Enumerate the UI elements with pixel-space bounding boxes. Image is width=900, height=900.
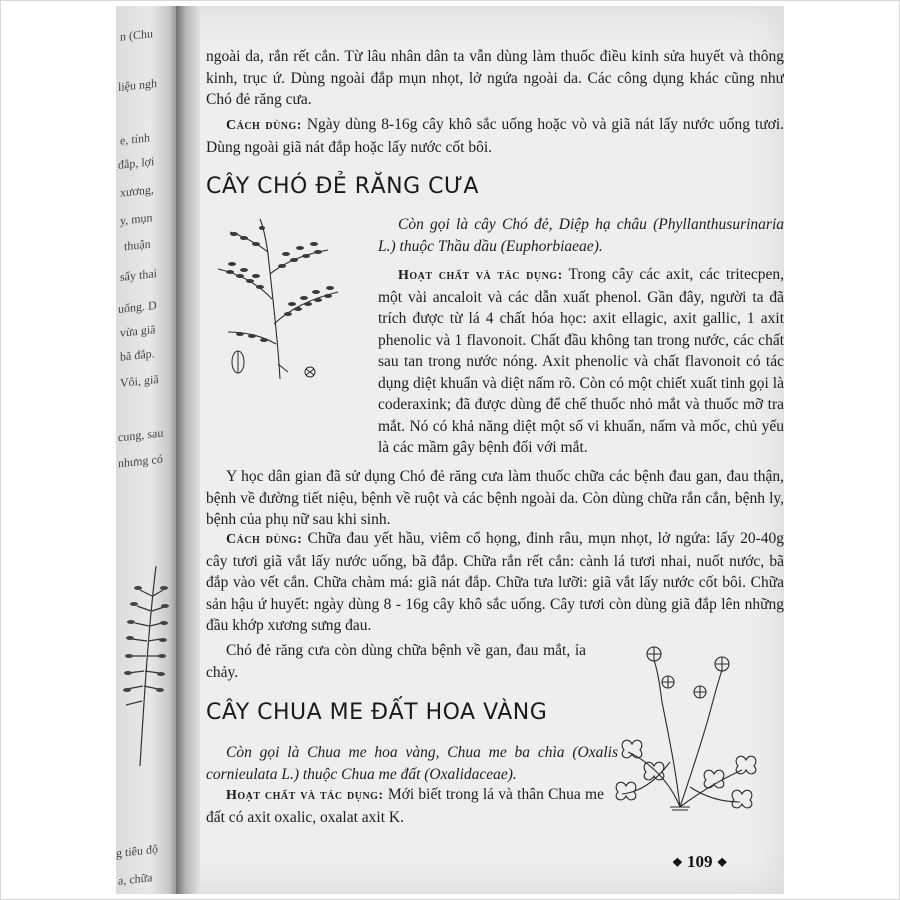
alias-text: Còn gọi là Chua me hoa vàng, Chua me ba chìa (Oxalis cornieulata L.) thuộc Chua me đất (Oxalidaceae). xyxy=(206,744,618,783)
intro-text: ngoài da, rắn rết cắn. Từ lâu nhân dân ta vẫn dùng làm thuốc điều kinh sửa huyết và thông kinh, trục ứ. Dùng ngoài đắp mụn nhọt, lở ngứa ngoài da. Các công dụng khác cũng như Chó đẻ răng cưa. xyxy=(206,48,784,108)
section1-active-paragraph xyxy=(206,264,784,459)
alias-text: Còn gọi là cây Chó đẻ, Diệp hạ châu (Phyllanthusurinaria L.) thuộc Thầu dầu (Euphorbiaeae). xyxy=(378,216,784,255)
left-page-text: liệu ngh xyxy=(118,75,157,95)
left-page-text: e, tính xyxy=(120,130,150,148)
left-page-text: nhưng có xyxy=(118,451,163,471)
left-page-text: Vôi, giã xyxy=(120,371,159,391)
section1-folk-paragraph xyxy=(206,466,784,531)
ornament-icon: ❖ xyxy=(716,855,728,870)
active-text: Trong cây các axit, các tritecpen, một vài ancaloit và các dẫn xuất phenol. Gần đây, người ta đã trích được từ lá 4 chất hóa học: axit ellagic, axit gallic, 1 axit phenolic và 1 flavonoit. Chất đầu không tan trong nước, các chất sau tan trong nước nóng. Axit phenolic và chất flavonoit có tác dụng diệt khuẩn và diệt nấm rõ. Còn có một chiết xuất tinh gọi là coderaxink; đã được dùng để chế thuốc nhỏ mắt và thuốc mỡ tra mắt. Nó có khả năng diệt một số vi khuẩn, nấm và mốc, chủ yếu là các mầm gây bệnh đối với mắt. xyxy=(378,266,784,456)
section2-alias xyxy=(206,742,618,785)
book-spread xyxy=(116,6,784,894)
active-text: Mới biết trong lá và thân Chua me đất có axit oxalic, oxalat axit K. xyxy=(206,786,604,826)
page-number-text: 109 xyxy=(687,852,713,871)
active-label: Hoạt chất và tác dụng: xyxy=(398,268,563,283)
book-gutter xyxy=(176,6,200,894)
intro-usage-paragraph xyxy=(206,114,784,158)
left-page-text: uống. D xyxy=(118,297,157,317)
left-page-text: a, chữa xyxy=(118,870,153,888)
left-page-text: sẩy thai xyxy=(120,266,157,284)
section2-active-paragraph xyxy=(206,784,604,828)
ornament-icon: ❖ xyxy=(672,855,683,870)
usage-label: Cách dùng: xyxy=(226,532,303,547)
active-label: Hoạt chất và tác dụng: xyxy=(226,788,384,803)
usage-label: Cách dùng: xyxy=(226,118,302,133)
left-page-text: cung, sau xyxy=(118,425,164,445)
usage-text: Ngày dùng 8-16g cây khô sắc uống hoặc vò và giã nát lấy nước uống tươi. Dùng ngoài giã nát đắp hoặc lấy nước cốt bôi. xyxy=(206,116,784,156)
folk-text: Y học dân gian đã sử dụng Chó đẻ răng cưa làm thuốc chữa các bệnh đau gan, đau thận, bệnh về đường tiết niệu, bệnh về ruột và các bệnh ngoài da. Còn dùng chữa rắn cắn, bệnh ly, bệnh của phụ nữ sau khi sinh. xyxy=(206,468,784,528)
page-number xyxy=(672,852,728,872)
extra-text: Chó đẻ răng cưa còn dùng chữa bệnh về gan, đau mắt, ỉa chảy. xyxy=(206,642,586,681)
left-page-fern-illustration xyxy=(116,566,176,766)
left-page-text: thuận xyxy=(124,236,151,254)
left-page-text: bã đắp. xyxy=(120,346,155,364)
left-page-text: đắp, lợi xyxy=(118,154,155,172)
left-page-text: n (Chu xyxy=(120,26,153,44)
left-page-text: xương, xyxy=(120,182,154,200)
left-page-text: g tiêu độ xyxy=(116,841,158,861)
intro-paragraph xyxy=(206,46,784,111)
section1-usage-paragraph xyxy=(206,528,784,637)
section1-extra-paragraph xyxy=(206,640,586,683)
section1-alias xyxy=(378,214,784,257)
left-page-edge xyxy=(116,6,178,894)
oxalis-illustration xyxy=(610,642,758,814)
left-page-text: vừa giã xyxy=(120,322,156,340)
left-page-text: y, mụn xyxy=(120,210,153,228)
section-heading: CÂY CHUA ME ĐẤT HOA VÀNG xyxy=(206,700,548,725)
section-heading: CÂY CHÓ ĐẺ RĂNG CƯA xyxy=(206,174,479,199)
usage-text: Chữa đau yết hầu, viêm cổ họng, đinh râu, mụn nhọt, lở ngứa: lấy 20-40g cây tươi giã vắt lấy nước uống, bã đắp. Chữa rắn rết cắn: cành lá tươi nhai, nuốt nước, bã đắp vào vết cắn. Chữa chàm má: giã nát đắp. Chữa tưa lưỡi: giã vắt lấy nước cốt bôi. Chữa sản hậu ứ huyết: ngày dùng 8 - 16g cây khô sắc uống. Cây tươi còn dùng giã đắp lên những đầu khớp xương sưng đau. xyxy=(206,530,784,634)
